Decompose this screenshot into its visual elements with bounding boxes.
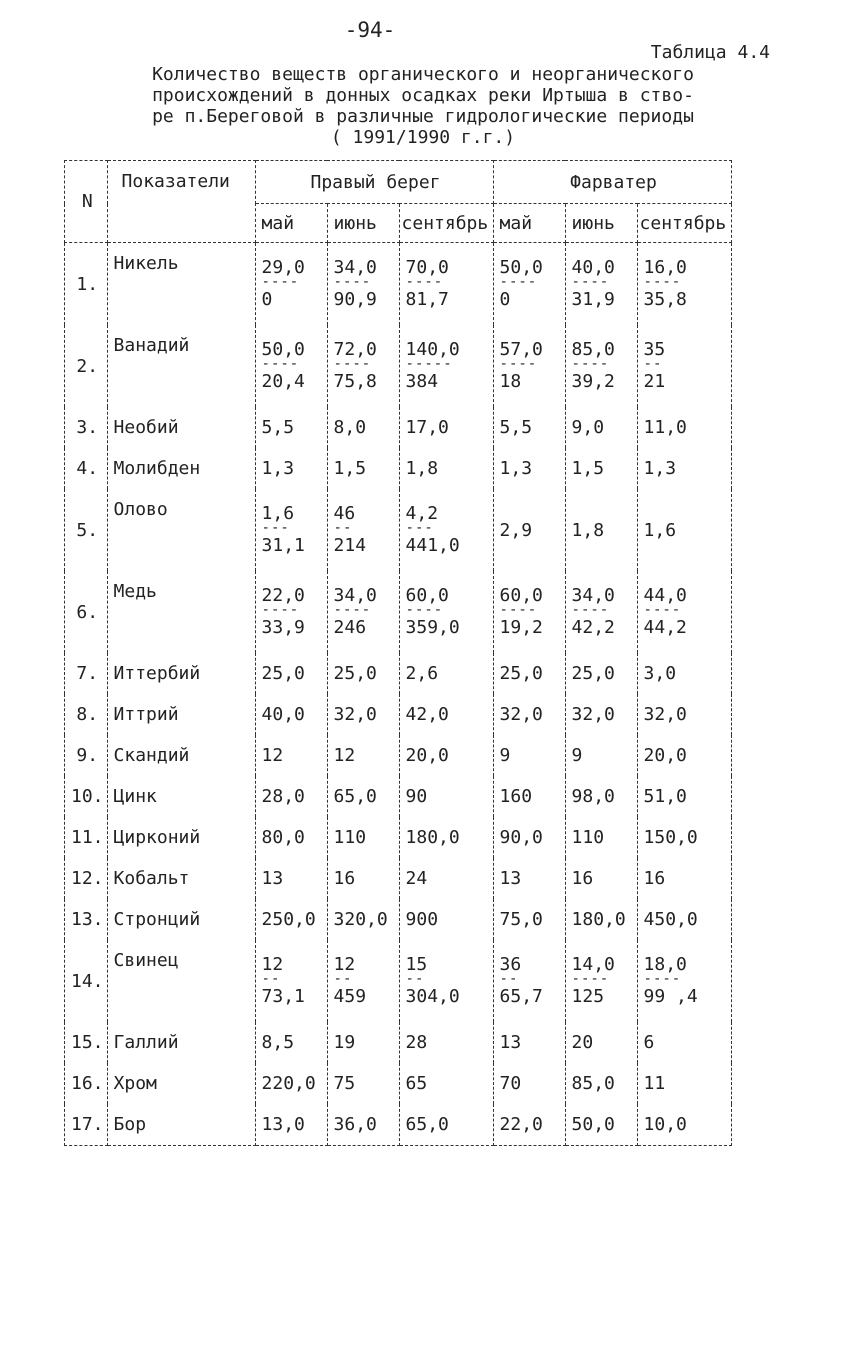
value-cell: 32,0 [327,694,399,735]
row-number: 15. [65,1022,108,1063]
denominator: 42,2 [571,617,615,638]
table-row [65,1063,732,1104]
value-cell: 2,9 [493,489,565,571]
fraction [406,339,490,393]
value-cell: 110 [565,817,637,858]
denominator: 31,9 [571,289,615,310]
value-cell: 11,0 [637,407,731,448]
caption-line: происхождений в донных осадках реки Иртыша в ство- [152,85,694,106]
fraction [406,585,490,639]
fraction-bar: --- [405,525,434,535]
header-month: июнь [327,204,399,243]
numerator: 34,0 [333,257,377,278]
value-cell: 16 [327,858,399,899]
value-cell: 28 [399,1022,493,1063]
numerator: 36 [499,954,522,975]
numerator: 18,0 [643,954,687,975]
fraction-bar: ---- [333,279,372,289]
numerator: 72,0 [333,339,377,360]
indicator-name: Кобальт [107,858,255,899]
table-row [65,243,732,326]
numerator: 40,0 [571,257,615,278]
value-cell [399,571,493,653]
value-cell [255,571,327,653]
denominator: 246 [333,617,367,638]
value-cell: 1,6 [637,489,731,571]
fraction [644,954,728,1008]
numerator: 140,0 [405,339,460,360]
value-cell: 65 [399,1063,493,1104]
value-cell [493,325,565,407]
value-cell [327,940,399,1022]
fraction-bar: ---- [333,361,372,371]
fraction [500,257,562,311]
value-cell: 40,0 [255,694,327,735]
value-cell: 17,0 [399,407,493,448]
fraction-bar: ---- [499,361,538,371]
value-cell: 1,8 [399,448,493,489]
fraction [406,954,490,1008]
value-cell: 75 [327,1063,399,1104]
indicator-name: Олово [107,489,255,571]
value-cell: 180,0 [399,817,493,858]
denominator: 125 [571,986,605,1007]
indicator-name: Стронций [107,899,255,940]
numerator: 34,0 [333,585,377,606]
denominator: 20,4 [261,371,305,392]
fraction [500,585,562,639]
value-cell: 11 [637,1063,731,1104]
data-table [64,160,732,1146]
fraction [406,503,490,557]
indicator-name: Медь [107,571,255,653]
row-number: 14. [65,940,108,1022]
header-month: сентябрь [637,204,731,243]
value-cell: 32,0 [637,694,731,735]
row-number: 9. [65,735,108,776]
row-number: 8. [65,694,108,735]
value-cell: 9 [493,735,565,776]
value-cell: 65,0 [399,1104,493,1146]
value-cell: 25,0 [255,653,327,694]
value-cell: 1,3 [493,448,565,489]
value-cell: 19 [327,1022,399,1063]
caption-line: ( 1991/1990 г.г.) [330,127,516,148]
value-cell: 5,5 [493,407,565,448]
value-cell: 5,5 [255,407,327,448]
value-cell [255,489,327,571]
value-cell [255,940,327,1022]
numerator: 12 [333,954,356,975]
value-cell: 8,0 [327,407,399,448]
value-cell: 160 [493,776,565,817]
value-cell: 75,0 [493,899,565,940]
value-cell [327,571,399,653]
fraction [572,257,634,311]
value-cell: 36,0 [327,1104,399,1146]
fraction [334,257,396,311]
indicator-name: Бор [107,1104,255,1146]
value-cell: 28,0 [255,776,327,817]
denominator: 214 [333,535,367,556]
fraction-bar: ---- [571,361,610,371]
header-month: июнь [565,204,637,243]
row-number: 4. [65,448,108,489]
value-cell: 1,8 [565,489,637,571]
value-cell: 70 [493,1063,565,1104]
fraction-bar: ---- [571,976,610,986]
value-cell [327,489,399,571]
numerator: 4,2 [405,503,439,524]
indicator-name: Иттрий [107,694,255,735]
value-cell: 25,0 [493,653,565,694]
denominator: 90,9 [333,289,377,310]
fraction-bar: ---- [405,279,444,289]
table-row [65,407,732,448]
value-cell: 900 [399,899,493,940]
value-cell [565,325,637,407]
fraction-bar: ---- [643,607,682,617]
indicator-name: Свинец [107,940,255,1022]
value-cell [565,243,637,326]
numerator: 50,0 [499,257,543,278]
caption-line: ре п.Береговой в различные гидрологические периоды [152,106,694,127]
denominator: 21 [643,371,666,392]
value-cell: 1,5 [327,448,399,489]
value-cell: 9 [565,735,637,776]
numerator: 60,0 [499,585,543,606]
fraction-bar: ---- [571,607,610,617]
numerator: 44,0 [643,585,687,606]
row-number: 11. [65,817,108,858]
value-cell: 24 [399,858,493,899]
page-number: -94- [344,18,396,42]
fraction [262,257,324,311]
value-cell [637,243,731,326]
indicator-name: Молибден [107,448,255,489]
caption-line: Количество веществ органического и неорганического [152,64,694,85]
fraction-bar: ---- [261,361,300,371]
fraction [572,585,634,639]
denominator: 31,1 [261,535,305,556]
row-number: 12. [65,858,108,899]
value-cell: 1,3 [255,448,327,489]
value-cell: 2,6 [399,653,493,694]
fraction [334,503,396,557]
numerator: 57,0 [499,339,543,360]
denominator: 99 ,4 [643,986,698,1007]
denominator: 81,7 [405,289,449,310]
table-row [65,1022,732,1063]
table-row [65,858,732,899]
fraction [262,585,324,639]
fraction [572,339,634,393]
row-number: 16. [65,1063,108,1104]
fraction [644,339,728,393]
row-number: 17. [65,1104,108,1146]
denominator: 75,8 [333,371,377,392]
fraction [262,339,324,393]
fraction-bar: ---- [261,279,300,289]
table-row [65,325,732,407]
value-cell: 51,0 [637,776,731,817]
header-fairway: Фарватер [493,161,731,204]
value-cell [637,940,731,1022]
fraction-bar: ---- [405,607,444,617]
fraction [262,954,324,1008]
value-cell: 20,0 [637,735,731,776]
numerator: 35 [643,339,666,360]
table-label: Таблица 4.4 [650,42,770,63]
row-number: 2. [65,325,108,407]
indicator-name: Иттербий [107,653,255,694]
fraction-bar: ---- [571,279,610,289]
value-cell: 3,0 [637,653,731,694]
numerator: 14,0 [571,954,615,975]
header-month: сентябрь [399,204,493,243]
denominator: 19,2 [499,617,543,638]
numerator: 70,0 [405,257,449,278]
numerator: 50,0 [261,339,305,360]
value-cell [637,571,731,653]
numerator: 22,0 [261,585,305,606]
row-number: 6. [65,571,108,653]
numerator: 46 [333,503,356,524]
value-cell [493,243,565,326]
value-cell: 12 [327,735,399,776]
indicator-name: Скандий [107,735,255,776]
table-row [65,817,732,858]
value-cell: 450,0 [637,899,731,940]
value-cell [255,243,327,326]
value-cell [399,243,493,326]
value-cell: 110 [327,817,399,858]
value-cell: 22,0 [493,1104,565,1146]
fraction [334,339,396,393]
value-cell: 16 [565,858,637,899]
indicator-name: Цинк [107,776,255,817]
value-cell [493,571,565,653]
row-number: 3. [65,407,108,448]
denominator: 33,9 [261,617,305,638]
fraction [500,339,562,393]
value-cell [565,940,637,1022]
value-cell [327,243,399,326]
fraction-bar: ----- [405,361,453,371]
value-cell [637,325,731,407]
value-cell: 180,0 [565,899,637,940]
value-cell [327,325,399,407]
header-n: N [65,161,108,243]
value-cell: 25,0 [565,653,637,694]
value-cell: 13 [255,858,327,899]
numerator: 34,0 [571,585,615,606]
indicator-name: Необий [107,407,255,448]
numerator: 1,6 [261,503,295,524]
value-cell [493,940,565,1022]
value-cell [399,325,493,407]
value-cell: 20,0 [399,735,493,776]
denominator: 0 [261,289,273,310]
value-cell: 98,0 [565,776,637,817]
row-number: 10. [65,776,108,817]
value-cell [399,940,493,1022]
header-month: май [255,204,327,243]
value-cell: 320,0 [327,899,399,940]
fraction-bar: -- [333,976,353,986]
numerator: 16,0 [643,257,687,278]
fraction [644,257,728,311]
fraction-bar: -- [499,976,519,986]
fraction [334,585,396,639]
fraction-bar: -- [261,976,281,986]
fraction [572,954,634,1008]
row-number: 13. [65,899,108,940]
fraction-bar: -- [333,525,353,535]
numerator: 12 [261,954,284,975]
value-cell: 250,0 [255,899,327,940]
denominator: 459 [333,986,367,1007]
value-cell: 90 [399,776,493,817]
header-month: май [493,204,565,243]
table-body [65,243,732,1146]
numerator: 60,0 [405,585,449,606]
denominator: 0 [499,289,511,310]
indicator-name: Галлий [107,1022,255,1063]
denominator: 359,0 [405,617,460,638]
row-number: 1. [65,243,108,326]
row-number: 5. [65,489,108,571]
table-row [65,653,732,694]
fraction [334,954,396,1008]
fraction-bar: ---- [643,976,682,986]
value-cell: 85,0 [565,1063,637,1104]
numerator: 85,0 [571,339,615,360]
numerator: 15 [405,954,428,975]
indicator-name: Никель [107,243,255,326]
denominator: 35,8 [643,289,687,310]
indicator-name: Цирконий [107,817,255,858]
fraction [644,585,728,639]
fraction-bar: ---- [499,607,538,617]
value-cell: 90,0 [493,817,565,858]
table-row [65,899,732,940]
denominator: 384 [405,371,439,392]
value-cell: 150,0 [637,817,731,858]
table-caption [0,64,846,148]
value-cell: 1,5 [565,448,637,489]
denominator: 441,0 [405,535,460,556]
header-right-bank: Правый берег [255,161,493,204]
value-cell: 220,0 [255,1063,327,1104]
denominator: 39,2 [571,371,615,392]
fraction-bar: ---- [499,279,538,289]
value-cell [255,325,327,407]
value-cell: 16 [637,858,731,899]
value-cell: 13 [493,1022,565,1063]
denominator: 304,0 [405,986,460,1007]
value-cell: 32,0 [565,694,637,735]
fraction-bar: ---- [643,279,682,289]
value-cell: 8,5 [255,1022,327,1063]
value-cell: 50,0 [565,1104,637,1146]
fraction [406,257,490,311]
header-indicator: Показатели [107,161,255,243]
fraction-bar: --- [261,525,290,535]
indicator-name: Хром [107,1063,255,1104]
value-cell: 80,0 [255,817,327,858]
fraction [262,503,324,557]
numerator: 29,0 [261,257,305,278]
value-cell: 32,0 [493,694,565,735]
value-cell [399,489,493,571]
value-cell: 12 [255,735,327,776]
denominator: 65,7 [499,986,543,1007]
denominator: 44,2 [643,617,687,638]
row-number: 7. [65,653,108,694]
table-row [65,776,732,817]
table-row [65,489,732,571]
value-cell [565,571,637,653]
value-cell: 65,0 [327,776,399,817]
value-cell: 25,0 [327,653,399,694]
value-cell: 10,0 [637,1104,731,1146]
fraction-bar: ---- [333,607,372,617]
value-cell: 1,3 [637,448,731,489]
denominator: 18 [499,371,522,392]
fraction [500,954,562,1008]
fraction-bar: ---- [261,607,300,617]
fraction-bar: -- [643,361,663,371]
denominator: 73,1 [261,986,305,1007]
table-row [65,694,732,735]
table-row [65,940,732,1022]
value-cell: 13 [493,858,565,899]
table-row [65,571,732,653]
indicator-name: Ванадий [107,325,255,407]
table-row [65,448,732,489]
value-cell: 20 [565,1022,637,1063]
value-cell: 6 [637,1022,731,1063]
table-row [65,735,732,776]
fraction-bar: -- [405,976,425,986]
table-row [65,1104,732,1146]
value-cell: 13,0 [255,1104,327,1146]
value-cell: 42,0 [399,694,493,735]
value-cell: 9,0 [565,407,637,448]
